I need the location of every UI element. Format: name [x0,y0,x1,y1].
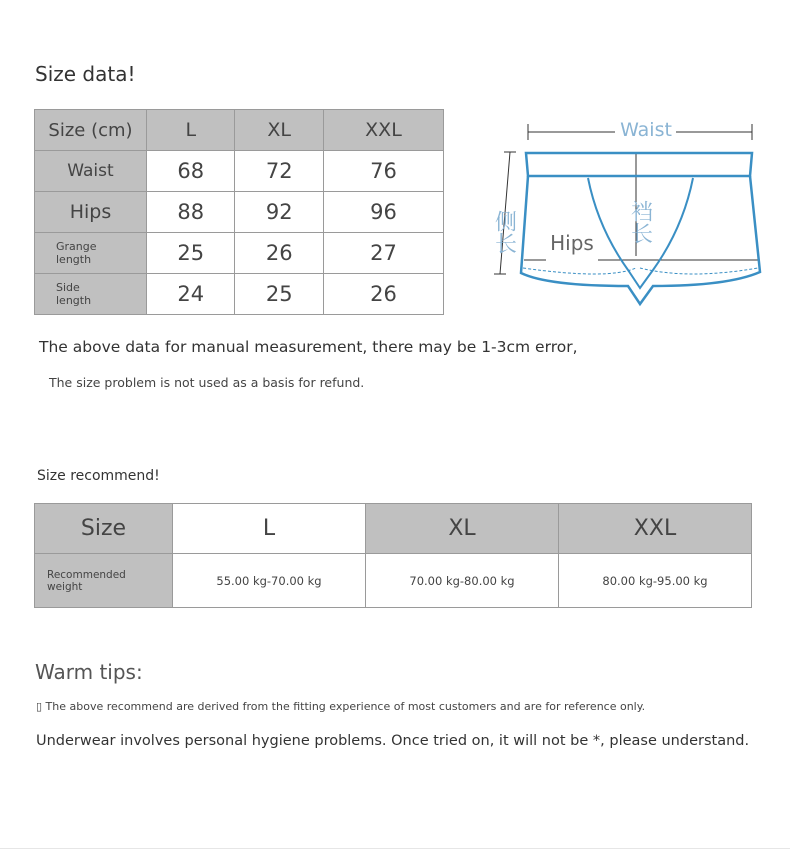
table-cell: 92 [235,192,323,233]
table-cell: 25 [235,274,323,315]
refund-note: The size problem is not used as a basis for refund. [49,375,365,390]
table-cell: 26 [323,274,443,315]
row-label-line: length [56,294,92,307]
size-header-l: L [173,504,366,554]
size-data-table [34,109,444,315]
table-cell: 26 [235,233,323,274]
row-label-waist: Waist [35,151,147,192]
table-row [35,151,444,192]
table-cell: 24 [147,274,235,315]
size-recommend-table [34,503,752,608]
row-label-grange-length [35,233,147,274]
underwear-diagram [488,118,768,313]
size-data-title: Size data! [35,62,136,86]
table-row [35,233,444,274]
table-cell: 25 [147,233,235,274]
table-cell: 27 [323,233,443,274]
hips-label: Hips [550,231,594,255]
row-label-recommended-weight [35,554,173,608]
table-cell: 80.00 kg-95.00 kg [559,554,752,608]
size-corner-header: Size (cm) [35,110,147,151]
size-header-xxl: XXL [559,504,752,554]
row-label-line: Recommended [47,568,126,581]
size-header-xl: XL [366,504,559,554]
table-header-row [35,110,444,151]
table-header-row [35,504,752,554]
table-cell: 72 [235,151,323,192]
table-row [35,554,752,608]
table-cell: 76 [323,151,443,192]
row-label-side-length [35,274,147,315]
crotch-length-label: 裆长 [627,200,653,244]
row-label-line: Grange [56,240,97,253]
row-label-line: Side [56,281,80,294]
size-header-l: L [147,110,235,151]
warm-tip-hygiene: Underwear involves personal hygiene problems. Once tried on, it will not be *, please understand. [36,733,750,749]
measurement-note: The above data for manual measurement, there may be 1-3cm error, [39,338,578,356]
row-label-line: length [56,253,92,266]
divider [0,848,790,849]
size-header: Size [35,504,173,554]
table-cell: 70.00 kg-80.00 kg [366,554,559,608]
size-header-xxl: XXL [323,110,443,151]
warm-tips-title: Warm tips: [35,660,143,684]
table-cell: 68 [147,151,235,192]
table-cell: 55.00 kg-70.00 kg [173,554,366,608]
table-row [35,274,444,315]
table-cell: 88 [147,192,235,233]
table-cell: 96 [323,192,443,233]
waist-label: Waist [620,119,672,141]
warm-tip-reference: ▯ The above recommend are derived from the fitting experience of most customers and are for reference only. [36,700,646,713]
side-length-label: 侧长 [491,210,517,254]
size-header-xl: XL [235,110,323,151]
row-label-hips: Hips [35,192,147,233]
table-row [35,192,444,233]
row-label-line: weight [47,580,83,593]
size-recommend-title: Size recommend! [37,468,160,484]
